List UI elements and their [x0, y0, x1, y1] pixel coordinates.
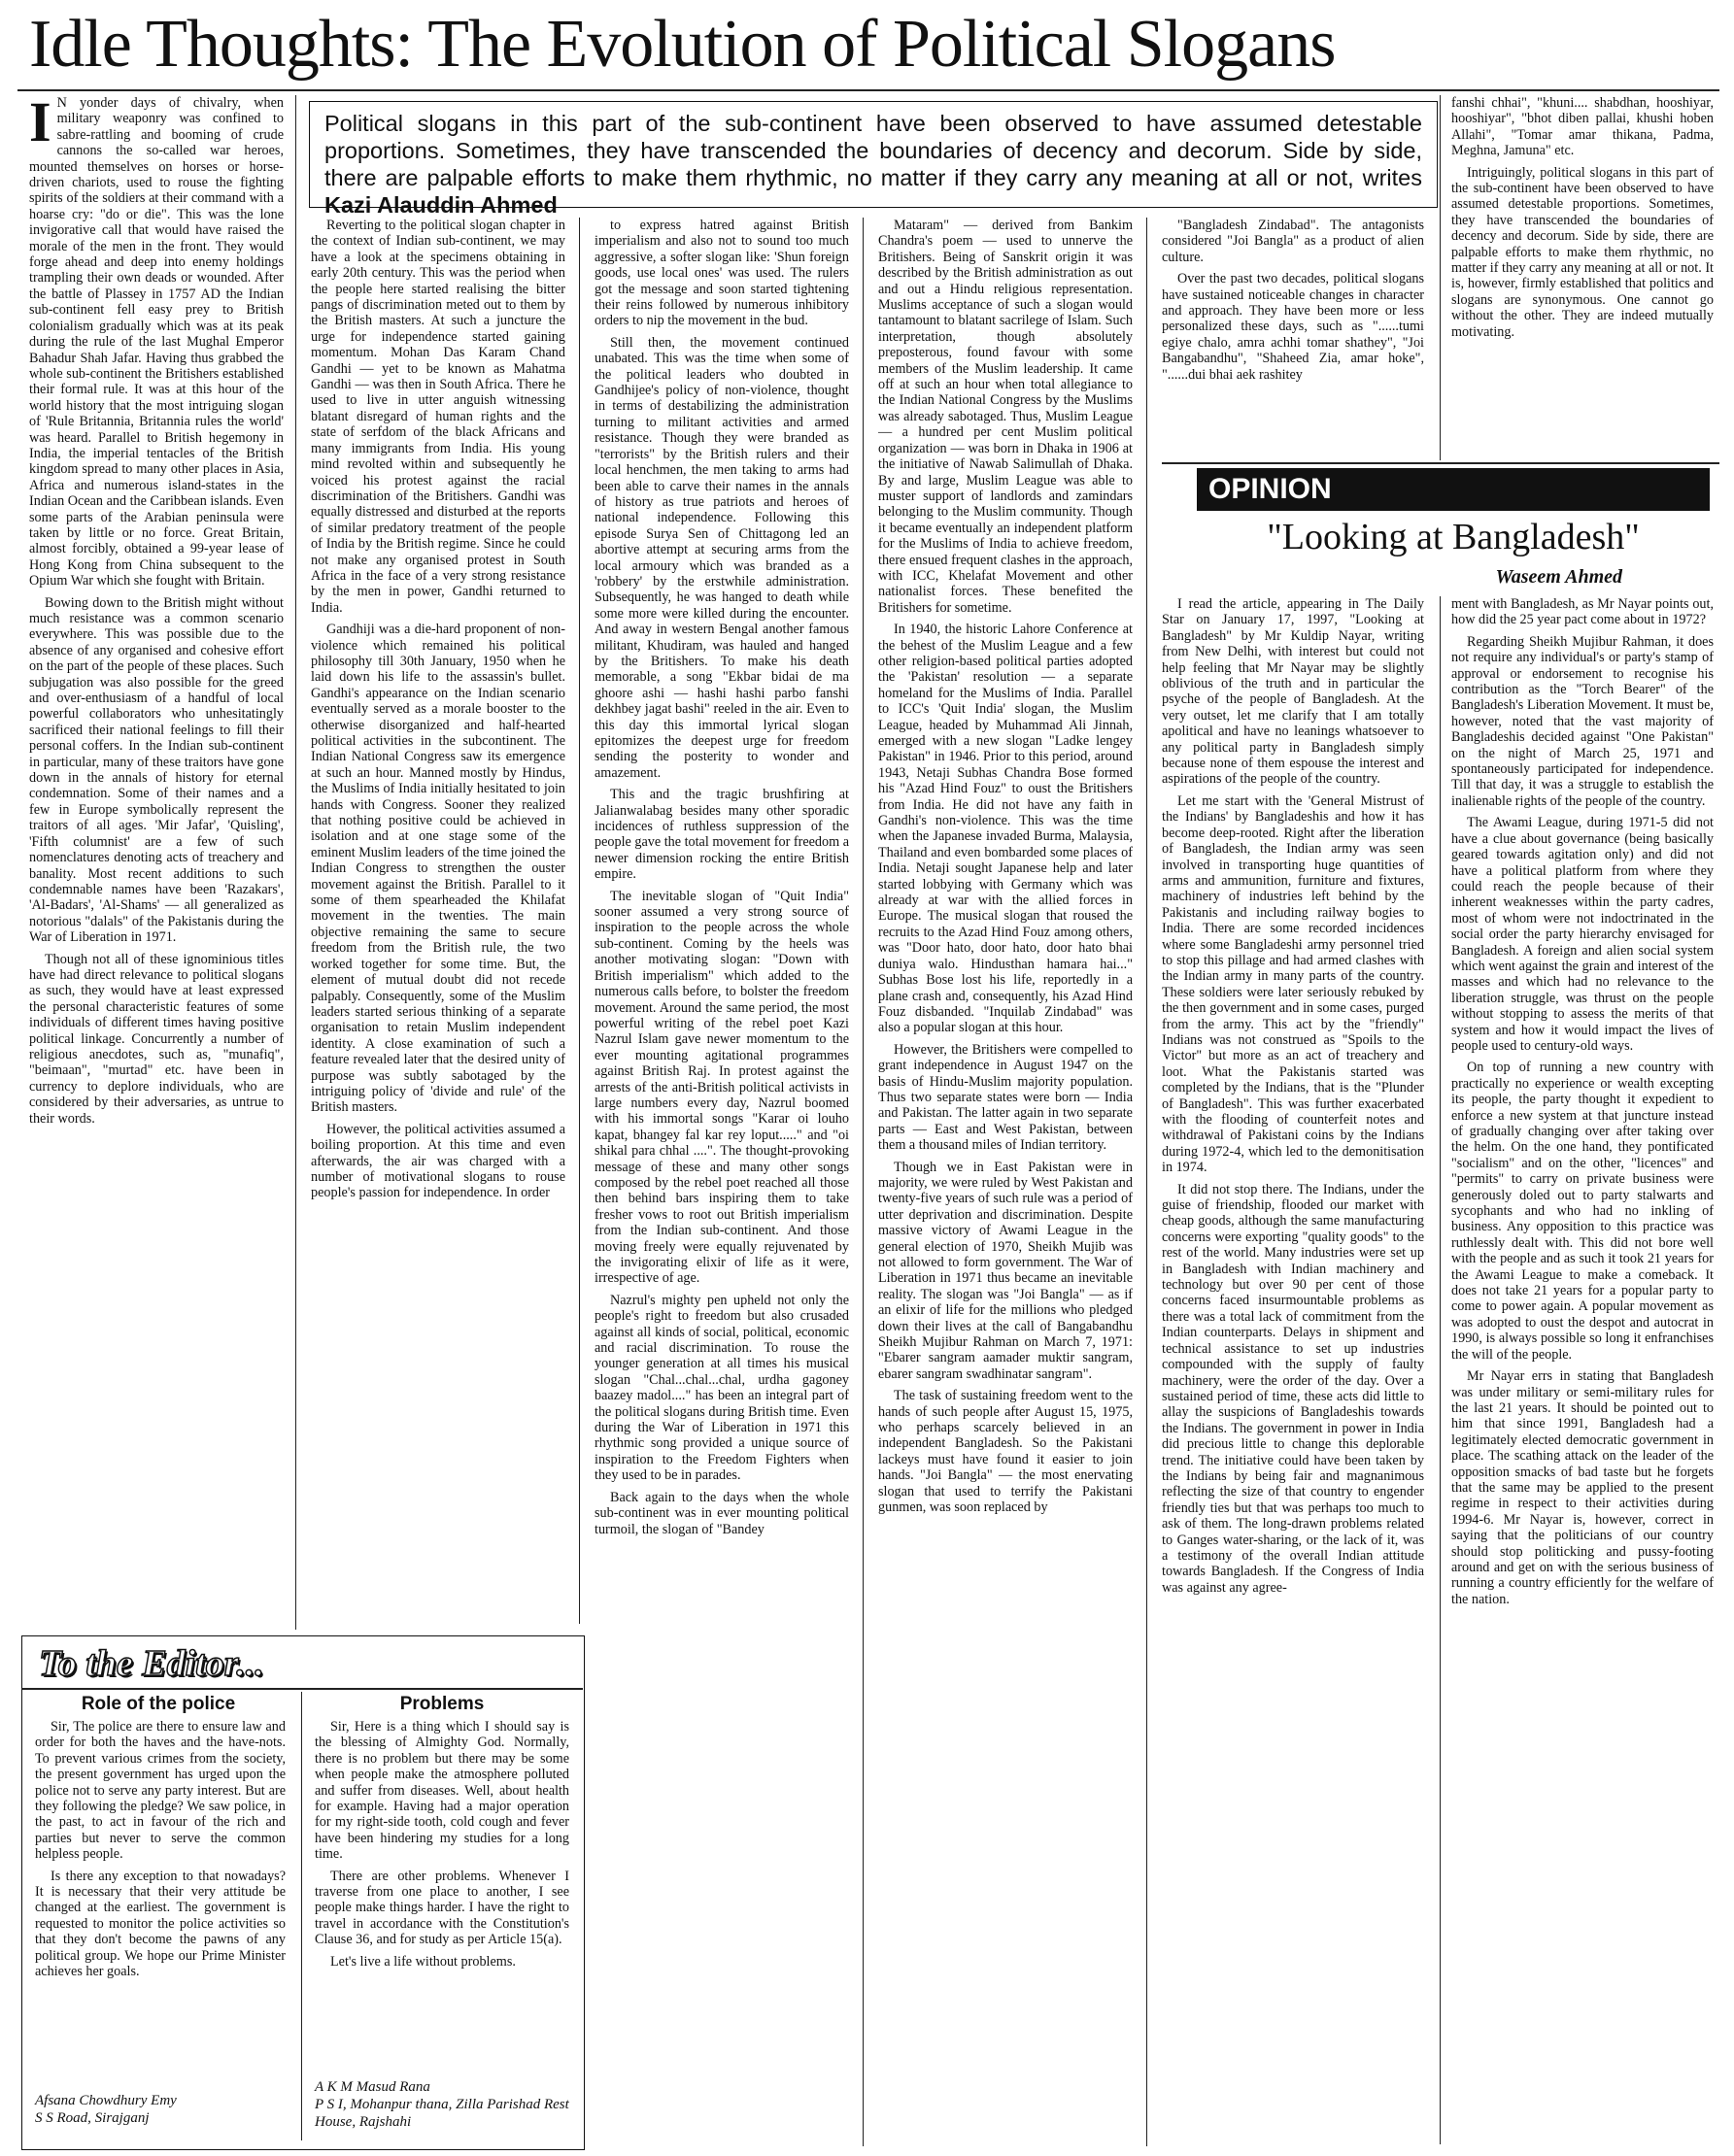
column-rule — [579, 218, 580, 1624]
article-para: This and the tragic brushfiring at Jalianwalabag besides many other sporadic incidences of ruthless suppression of the people gave the total movement for freedom a newer dimension rocking the entire British empire. — [595, 787, 849, 883]
opinion-para: Let me start with the 'General Mistrust of the Indians' by Bangladeshis and how it has become deep-rooted. Right after the liberation of Bangladesh, the Indian army was seen involved in transporting huge quantities of arms and ammunition, furniture and fixtures, machinery of industries left behind by the Pakistanis and including railway bogies to India. There are some recorded incidences where some Bangladeshi army personnel tried to stop this pillage and had armed clashes with the Indian army in many parts of the country. These soldiers were later seriously rebuked by the then government and in some cases, purged from the army. This act by the "friendly" Indians was not construed as "Spoils to the Victor" but more as an act of treachery and loot. What the Pakistanis started was completed by the Indians, that is the "Plunder of Bangladesh". This was further exacerbated with the flooding of counterfeit notes and withdrawal of Pakistani coins by the Indians during 1972-4, which led to the demonitisation in 1974. — [1162, 792, 1424, 1176]
column-rule — [295, 95, 296, 1630]
column-rule — [1440, 596, 1441, 2144]
article-col-6 — [1451, 95, 1714, 460]
article-para: "Bangladesh Zindabad". The antagonists considered "Joi Bangla" as a product of alien culture. — [1162, 218, 1424, 265]
letter-1-title: Role of the police — [81, 1694, 236, 1714]
letter-2-body — [315, 1719, 569, 2084]
letter-para: Sir, Here is a thing which I should say is the blessing of Almighty God. Normally, there is no problem but there may be some when people make the atmosphere polluted and suffer from diseases. Well, about health for example. Having had a major operation for my right-side tooth, cold cough and fever have been hindering my studies for a long time. — [315, 1719, 569, 1863]
article-para: Back again to the days when the whole sub-continent was in ever mounting political turmoil, the slogan of "Bandey — [595, 1489, 849, 1537]
article-para: However, the political activities assumed a boiling proportion. At this time and even afterwards, the air was charged with a number of motivational slogans to rouse people's passion for independence. In order — [311, 1121, 565, 1201]
article-para: Reverting to the political slogan chapter in the context of Indian sub-continent, we may have a look at the specimens obtaining in early 20th century. This was the period when the people here started realising the bitter pangs of discrimination meted out to them by the British masters. At such a juncture the urge for independence started gaining momentum. Mohan Das Karam Chand Gandhi — yet to be known as Mahatma Gandhi — was then in South Africa. There he used to live in utter anguish witnessing blatant disregard of human rights and the state of serfdom of the black Africans and many immigrants from India. His young mind revolted within and subsequently he voiced his protest against the racial discrimination of the Britishers. Gandhi was equally distressed and disturbed at the reports of similar predatory treatment of the people of India by the British regime. Since he could not make any organised protest in South Africa in the face of a very strong resistance by the men in power, Gandhi returned to India. — [311, 218, 565, 616]
column-rule — [301, 1692, 302, 2140]
article-para: Intriguingly, political slogans in this part of the sub-continent have been observed to have assumed detestable proportions. Sometimes, they have transcended the boundaries of decency and decorum. Side by side, there are palpable efforts to make them rhythmic, no matter if they carry any meaning at all or not. It is, however, firmly established that politics and slogans are synonymous. One cannot go without the other. They are indeed mutually motivating. — [1451, 164, 1714, 340]
headline: Idle Thoughts: The Evolution of Political Slogans — [29, 7, 1336, 82]
article-para: Though not all of these ignominious titles have had direct relevance to political slogans as such, they would have at least expressed the personal characteristic features of some individuals of different times having positive political linkage. Concurrently a number of religious anecdotes, such as, "munafiq", "beimaan", "murtad" etc. have been in currency to deplore individuals, who are considered by their adversaries, as untrue to their words. — [29, 951, 284, 1127]
column-rule — [1440, 95, 1441, 460]
intro-text — [324, 110, 1422, 219]
article-para: fanshi chhai", "khuni.... shabdhan, hooshiyar, hooshiyar", "bhot diben pallai, khushi hoben Allahi", "Tomar amar thikana, Padma, Meghna, Jamuna" etc. — [1451, 95, 1714, 159]
article-para: Over the past two decades, political slogans have sustained noticeable changes in character and approach. They have been more or less personalized these days, such as "......tumi egiye chalo, amra achhi tomar shathey", "Joi Bangabandhu", "Shaheed Zia, amar hoke", "......dui bhai aek rashitey — [1162, 271, 1424, 383]
intro-body: Political slogans in this part of the sub-continent have been observed to have assumed detestable proportions. Sometimes, they have transcended the boundaries of decency and decorum. Side by side, there are palpable efforts to make them rhythmic, no matter if they carry any meaning at all or not, writes — [324, 111, 1422, 190]
opinion-rule — [1162, 462, 1719, 464]
opinion-para: I read the article, appearing in The Daily Star on January 17, 1997, "Looking at Bangladesh" by Mr Kuldip Nayar, writing from New Delhi, with interest but could not help feeling that Mr Nayar may be slightly oblivious of the truth and in particular the psyche of the people of Bangladesh. At the very outset, let me clarify that I am totally apolitical and have no leanings whatsoever to any political party in Bangladesh simply because none of them espouse the interest and aspirations of the people of the country. — [1162, 596, 1424, 788]
opinion-para: It did not stop there. The Indians, under the guise of friendship, flooded our market with cheap goods, although the same manufacturing concerns were exporting "quality goods" to the rest of the world. Many industries were set up in Bangladesh with Indian machinery and technology but over 90 per cent of those concerns faced insurmountable problems as there was a total lack of commitment from the Indian counterparts. Delays in shipment and technical assistance to set up industries compounded with the supply of faulty machinery, were the order of the day. Over a sustained period of time, these acts did little to allay the suspicions of Bangladeshis towards the Indians. The government in power in India did precious little to change this deplorable trend. The initiative could have been taken by the Indians by being fair and magnanimous reflecting the size of that country to engender friendly ties but that was perhaps too much to ask of them. The long-drawn problems related to Ganges water-sharing, or the lack of it, was a testimony of the overall Indian attitude towards Bangladesh. If the Congress of India was against any agree- — [1162, 1181, 1424, 1596]
editor-heading: To the Editor... — [39, 1643, 264, 1684]
letter-para: Let's live a life without problems. — [330, 1953, 516, 1970]
letter-2-address: P S I, Mohanpur thana, Zilla Parishad Rest House, Rajshahi — [315, 2097, 569, 2130]
article-para: Bowing down to the British might without much resistance was a common scenario everywhere. This was possible due to the absence of any organised and cohesive effort on the part of the people of these places. Such subjugation was also possible for the greed and over-enthusiasm of a handful of local powerful collaborators who unhesitatingly sacrificed their national feelings to fill their personal coffers. In the Indian sub-continent in particular, many of these traitors have gone down in the annals of history for eternal condemnation. Some of their names and a few in Europe symbolically represent the traitors of all ages. 'Mir Jafar', 'Quisling', 'Fifth columnist' are a few of such nomenclatures denoting acts of treachery and banality. Most recent additions to such condemnable names have been 'Razakars', 'Al-Badars', 'Al-Shams' — all generalized as notorious "dalals" of the Pakistanis during the War of Liberation in 1971. — [29, 594, 284, 946]
article-para: Mataram" — derived from Bankim Chandra's poem — used to unnerve the Britishers. Being of Sanskrit origin it was described by the British administration as out and out a Hindu religious representation. Muslims acceptance of such a slogan would tantamount to blatant sacrilege of Islam. Such interpretation, though absolutely preposterous, found favour with some members of the Muslim leadership. It came off at such an hour when total allegiance to the Indian National Congress by the Muslims was already sabotaged. Thus, Muslim League — a hundred per cent Muslim political organization — was born in Dhaka in 1906 at the initiative of Nawab Salimullah of Dhaka. By and large, Muslim League was able to muster support of landlords and zamindars belonging to the Muslim community. Though it became eventually an independent platform for the Muslims of India to achieve freedom, there ensued frequent clashes in the approach, with ICC, Khelafat Movement and other nationalist forces. These benefited the Britishers for sometime. — [878, 218, 1133, 616]
letter-2-signer: A K M Masud Rana — [315, 2079, 430, 2095]
letter-para: Sir, The police are there to ensure law and order for both the haves and the have-nots. To prevent various crimes from the society, the present government has urged upon the police not to serve any party interest. But are they following the pledge? We saw police, in the past, to act in favour of the rich and parties but never to serve the common helpless people. — [35, 1719, 286, 1863]
opinion-tag: OPINION — [1197, 468, 1710, 511]
opinion-para: The Awami League, during 1971-5 did not have a clue about governance (being basically geared towards agitation only) and did not have a political platform from where they could reach the people because of their inherent weaknesses within the party cadres, most of whom were not indoctrinated in the social order the party hierarchy envisaged for Bangladesh. A foreign and alien social system which went against the grain and interest of the masses and which had no relevance to the liberation struggle, was thrust on the people without stopping to assess the merits of that system and how it would impact the lives of people used to century-old ways. — [1451, 815, 1714, 1054]
letter-1-body — [35, 1719, 286, 2067]
article-para: The task of sustaining freedom went to the hands of such people after August 15, 1975, who perhaps scarcely believed in an independent Bangladesh. So the Pakistani lackeys must have found it easier to join hands. "Joi Bangla" — the most enervating slogan that used to terrify the Pakistani gunmen, was soon replaced by — [878, 1388, 1133, 1516]
drop-cap: I — [29, 95, 51, 153]
letter-1-signer: Afsana Chowdhury Emy — [35, 2093, 177, 2108]
opinion-title: "Looking at Bangladesh" — [1267, 517, 1640, 557]
opinion-para: On top of running a new country with practically no experience or wealth excepting its people, the party thought it expedient to enforce a new system at that juncture instead of gradually changing over after taking over the helm. On the one hand, they pontificated "socialism" and on the other, "licences" and "permits" to carry on private business were generously doled out to party stalwarts and sycophants and who had no inkling of business. Any opposition to this practice was ruthlessly dealt with. This did not bore well with the people and as such it took 21 years for the Awami League to make a comeback. It does not take 21 years for a popular party to come to power again. A popular movement as was adopted to oust the despot and autocrat in 1990, is always possible so long it enfranchises the will of the people. — [1451, 1060, 1714, 1363]
column-rule — [1146, 218, 1147, 2146]
article-para: N yonder days of chivalry, when military weaponry was confined to sabre-rattling and booming of crude cannons the so-called war heroes, mounted themselves on horses or horse-driven chariots, used to rouse the fighting spirits of the soldiers at their command with a hoarse cry: "do or die". This was the lone invigorative call that would have raised the morale of the men in the front. They would forge ahead and deep into enemy holdings trampling their own deads or wounded. After the battle of Plassey in 1757 AD the Indian sub-continent fell easy prey to British colonialism gradually which was at its peak during the rule of the last Mughal Emperor Bahadur Shah Jafar. Having thus grabbed the whole sub-continent the Britishers established their formal rule. It was at this hour of the world history that the most intriguing slogan of 'Rule Britannia, Britannia rules the world' was heard. Parallel to British hegemony in India, the imperial tentacles of the British kingdom spread to many other places in Asia, Africa and numerous island-states in the Indian Ocean and the Caribbean islands. Even some parts of the Arabian peninsula were taken by little or no force. Great Britain, almost forcibly, obtained a 99-year lease of Hong Kong from China subsequent to the Opium War which she fought with Britain. — [29, 95, 284, 590]
article-para: Still then, the movement continued unabated. This was the time when some of the political leaders who doubted in Gandhijee's policy of non-violence, thought in terms of destabilizing the administration turning to militant activities and armed resistance. Though they were branded as "terrorists" by the British rulers and their local henchmen, the men taking to arms had been able to carve their names in the annals of history as true patriots and heroes of national independence. Following this episode Surya Sen of Chittagong led an abortive attempt at securing arms from the local armoury which was branded as a 'robbery' by the erstwhile administration. Subsequently, he was hanged to death while some more were killed during the encounter. And away in western Bengal another famous militant, Khudiram, was hauled and hanged by the Britishers. To make his death memorable, a song "Ekbar bidai de ma ghoore ashi — hashi hashi parbo fanshi dekhbey jagat bashi" reeled in the air. Even to this day this immortal lyrical slogan epitomizes the deepest urge for freedom sending the posterity to wonder and amazement. — [595, 334, 849, 781]
opinion-para: ment with Bangladesh, as Mr Nayar points out, how did the 25 year pact come about in 1972? — [1451, 596, 1714, 628]
article-col-1 — [29, 95, 284, 1622]
article-col-5 — [1162, 218, 1424, 460]
article-para: In 1940, the historic Lahore Conference at the behest of the Muslim League and a few other religion-based political parties adopted the 'Pakistan' resolution — a separate homeland for the Muslims of India. Parallel to ICC's 'Quit India' slogan, the Muslim League, headed by Muhammad Ali Jinnah, emerged with a new slogan "Ladke lengey Pakistan" in 1946. Prior to this period, around 1943, Netaji Subhas Chandra Bose formed his "Azad Hind Fouz" to oust the Britishers from India. He did not have any faith in Gandhi's non-violence. This was the time when the Japanese invaded Burma, Malaysia, Thailand and even bombarded some places of India. Netaji sought Japanese help and later started lobbying with Germany which was already at war with the allied forces in Europe. The musical slogan that roused the recruits to the Azad Hind Fouz among others, was "Door hato, door hato, door hato bhai duniya walo. Hindusthan hamara hai..." Subhas Bose lost his life, reportedly in a plane crash and, consequently, his Azad Hind Fouz disbanded. "Inquilab Zindabad" was also a popular slogan at this hour. — [878, 622, 1133, 1036]
intro-author: Kazi Alauddin Ahmed — [324, 192, 558, 218]
article-para: Gandhiji was a die-hard proponent of non-violence which remained his political philosophy till 30th January, 1950 when he laid down his life to the assassin's bullet. Gandhi's appearance on the Indian scenario eventually served as a morale booster to the otherwise disorganized and half-hearted political activities in the subcontinent. The Indian National Congress saw its emergence at such an hour. Manned mostly by Hindus, the Muslims of India initially hesitated to join hands with Congress. Sooner they realized that nothing positive could be achieved in isolation and at one stage some of the eminent Muslim leaders of the time joined the Indian Congress to strengthen the ouster movement against the British. Parallel to it some of them spearheaded the Khilafat movement in the twenties. The main objective remaining the same to secure freedom from the British rule, the two worked together for some time. But, the element of mutual doubt did not recede palpably. Consequently, some of the Muslim leaders started serious thinking of a separate organisation to retain Muslim independent identity. A close examination of such a feature revealed later that the desired unity of purpose was subtly sabotaged by the intriguing policy of 'divide and rule' of the British masters. — [311, 622, 565, 1116]
article-para: However, the Britishers were compelled to grant independence in August 1947 on the basis of Hindu-Muslim majority population. Thus two separate states were born — India and Pakistan. The latter again in two separate parts — East and West Pakistan, between them a thousand miles of Indian territory. — [878, 1041, 1133, 1154]
article-para: Though we in East Pakistan were in majority, we were ruled by West Pakistan and twenty-five years of such rule was a period of utter deprivation and discrimination. Despite massive victory of Awami League in the general election of 1970, Sheikh Mujib was not allowed to form government. The War of Liberation in 1971 thus became an inevitable reality. The slogan was "Joi Bangla" — as if an elixir of life for the millions who pledged down their lives at the call of Bangabandhu Sheikh Mujibur Rahman on March 7, 1971: "Ebarer sangram aamader muktir sangram, ebarer sangram swadhinatar sangram". — [878, 1159, 1133, 1382]
article-col-2 — [311, 218, 565, 1624]
opinion-col-2 — [1451, 596, 1714, 2144]
editor-rule — [21, 1688, 583, 1690]
article-col-3 — [595, 218, 849, 2146]
letter-para: There are other problems. Whenever I traverse from one place to another, I see people make things harder. I have the right to travel in accordance with the Constitution's Clause 36, and for study as per Article 15(a). — [315, 1868, 569, 1948]
opinion-para: Regarding Sheikh Mujibur Rahman, it does not require any individual's or party's stamp of approval or endorsement to recognise his contribution as the "Torch Bearer" of the Bangladesh's Liberation Movement. It must be, however, noted that the vast majority of Bangladeshis decided against "One Pakistan" on the night of March 25, 1971 and spontaneously participated for independence. Till that day, it was a struggle to establish the inalienable rights of the people of the country. — [1451, 633, 1714, 809]
headline-rule — [17, 89, 1719, 91]
opinion-byline: Waseem Ahmed — [1495, 566, 1622, 588]
column-rule — [863, 218, 864, 2146]
article-col-4 — [878, 218, 1133, 2146]
article-para: to express hatred against British imperialism and also not to sound too much aggressive, a softer slogan like: 'Shun foreign goods, use local ones' was used. The rulers got the message and soon started tightening their reins followed by numerous inhibitory orders to nip the movement in the bud. — [595, 218, 849, 329]
article-para: The inevitable slogan of "Quit India" sooner assumed a very strong source of inspiration to the people across the whole sub-continent. Coming by the heels was another motivating slogan: "Down with British imperialism" which added to the numerous calls before, to bolster the freedom movement. Around the same period, the most powerful writing of the rebel poet Kazi Nazrul Islam gave newer momentum to the ever mounting agitational programmes against British Raj. In protest against the arrests of the anti-British political activists in large numbers every day, Nazrul boomed with his immortal songs "Karar oi louho kapat, bhangey fal kar rey loput....." and "oi shikal para chhal ....". The thought-provoking message of these and many other songs composed by the rebel poet reached all those then behind bars inspiring them to take fresher vows to root out British imperialism from the Indian sub-continent. And those moving freely were equally rejuvenated by the invigorating elixir of life as it were, irrespective of age. — [595, 888, 849, 1287]
opinion-col-1 — [1162, 596, 1424, 2144]
letter-para: Is there any exception to that nowadays? It is necessary that their very attitude be changed at the earliest. The government is requested to monitor the police activities so that they don't become the pawns of any political group. We hope our Prime Minister achieves her goals. — [35, 1868, 286, 1980]
opinion-para: Mr Nayar errs in stating that Bangladesh was under military or semi-military rules for the last 21 years. It should be pointed out to him that since 1991, Bangladesh had a legitimately elected democratic government in place. The scathing attack on the leader of the opposition smacks of bad taste but he forgets that the same may be applied to the present regime in respect to their activities during 1994-6. Mr Nayar is, however, correct in saying that the politicians of our country should stop politicking and pussy-footing around and get on with the serious business of running a country efficiently for the welfare of the nation. — [1451, 1368, 1714, 1607]
article-para: Nazrul's mighty pen upheld not only the people's right to freedom but also crusaded against all kinds of social, political, economic and racial discrimination. To rouse the younger generation at all times his musical slogan "Chal...chal...chal, urdha gagoney baazey madol...." has been an integral part of the political slogans during British time. Even during the War of Liberation in 1971 this rhythmic song provided a unique source of inspiration to the Freedom Fighters when they used to be in parades. — [595, 1292, 849, 1484]
letter-1-address: S S Road, Sirajganj — [35, 2110, 150, 2126]
letter-2-title: Problems — [399, 1694, 485, 1714]
